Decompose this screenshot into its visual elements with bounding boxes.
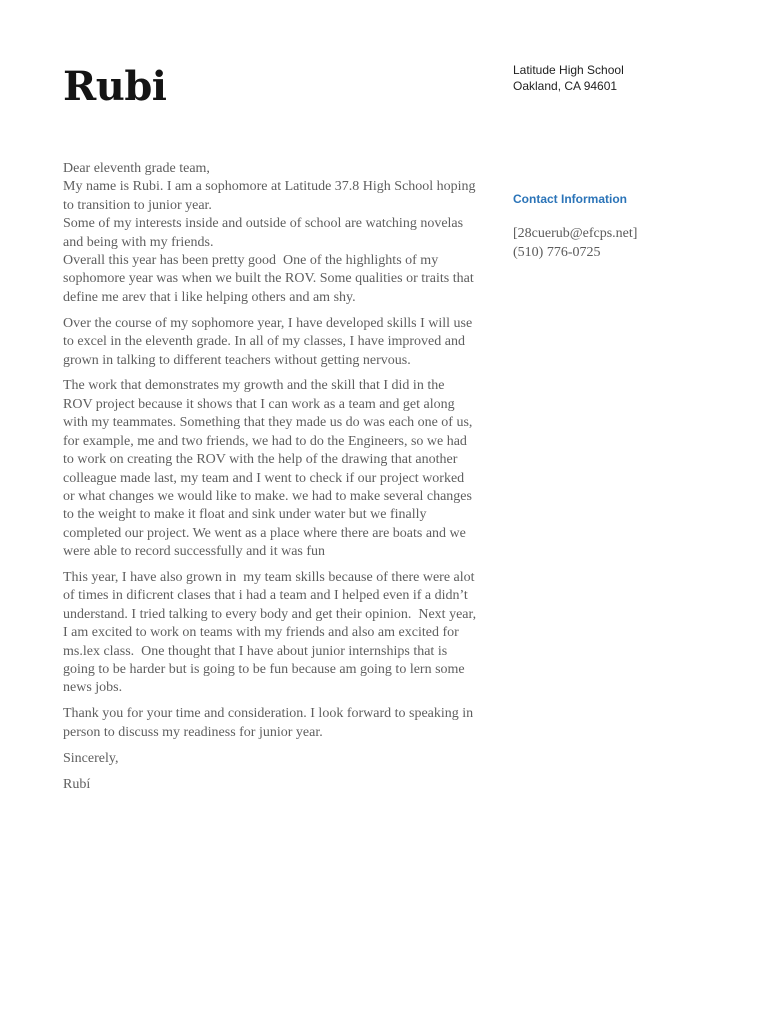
letter-signoff: Sincerely, <box>63 750 119 766</box>
letter-teamwork-paragraph: This year, I have also grown in my team skills because of there were alot of times in dificrent clases that i had a team and I helped even if a didn’t understand. I tried talking to every body and get their opinion. Next year, I am excited to work on teams with my friends and also am excited for ms.lex class. One thought that I have about junior internships that is going to be harder but is going to be fun because am going to lern some news jobs. <box>63 570 480 696</box>
letter-interests-paragraph: Some of my interests inside and outside of school are watching novelas and being with my friends. <box>63 216 467 250</box>
letter-salutation: Dear eleventh grade team, <box>63 161 210 176</box>
letter-body <box>63 160 480 794</box>
contact-phone: (510) 776-0725 <box>513 244 601 260</box>
letter-skills-paragraph: Over the course of my sophomore year, I have developed skills I will use to excel in the eleventh grade. In all of my classes, I have improved and grown in talking to different teachers without getting nervous. <box>63 315 476 368</box>
address-line-city: Oakland, CA 94601 <box>513 79 618 93</box>
school-address <box>513 62 733 94</box>
letter-signature: Rubí <box>63 776 91 792</box>
contact-email: [28cuerub@efcps.net] <box>513 226 638 241</box>
contact-information-heading: Contact Information <box>513 192 627 206</box>
address-line-school: Latitude High School <box>513 63 624 77</box>
letter-intro-paragraph: My name is Rubi. I am a sophomore at Latitude 37.8 High School hoping to transition to junior year. <box>63 179 480 213</box>
letter-overall-paragraph: Overall this year has been pretty good One of the highlights of my sophomore year was when we built the ROV. Some qualities or traits that define me arev that i like helping others and am shy. <box>63 253 478 305</box>
letter-project-paragraph: The work that demonstrates my growth and the skill that I did in the ROV project because it shows that I can work as a team and get along with my teammates. Something that they made us do was each one of us, for example, me and two friends, we had to do the Engineers, so we had to work on creating the ROV with the help of the drawing that another colleague made last, my team and I went to check if our project worked or what changes we would like to make. we had to make several changes to the weight to make it float and sink under water but we finally completed our project. We went as a place where there are boats and we were able to record successfully and it was fun <box>63 378 476 560</box>
contact-details <box>513 225 733 262</box>
sender-name: Rubi <box>63 63 167 110</box>
letter-closing-paragraph: Thank you for your time and consideration. I look forward to speaking in person to discuss my readiness for junior year. <box>63 706 477 740</box>
